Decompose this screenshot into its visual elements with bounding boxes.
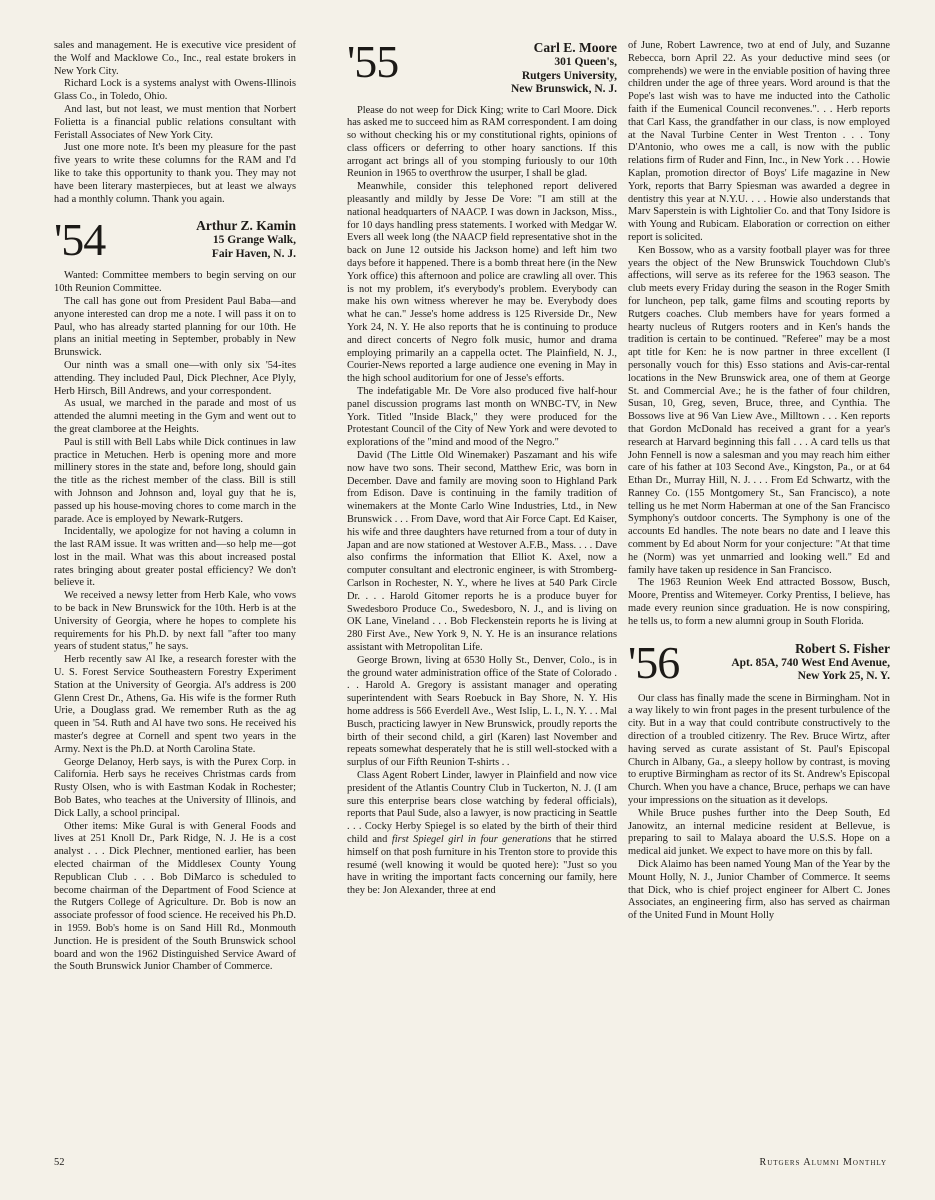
- correspondent-address: New York 25, N. Y.: [797, 670, 890, 683]
- paragraph: Herb recently saw Al Ike, a research forester with the U. S. Forest Service Southeastern Forestry Experiment Station at the University of Georgia. Al's address is 200 Glenn Crest Dr., Athens, Ga. His wife is the former Ruth Urie, a Douglass grad. We remember Ruth as the ag queen in '54. Ruth and Al have two sons. He received his master's degree at Cornell and spent two years in the Army. Next is the Ph.D. at North Carolina State.: [54, 654, 296, 755]
- paragraph: George Brown, living at 6530 Holly St., Denver, Colo., is in the ground water administration office of the State of Colorado . . . Harold A. Gregory is assistant manager and operating superintendent with Sears Roebuck in Bay Shore, N. Y. His home address is 566 Everdell Ave., West Islip, L. I., N. Y. . . Mal Busch, practicing lawyer in New Brunswick, proudly reports the birth of their second child, a girl (Karen) last November and repeats somewhat desperately that he is still well-stocked with a surplus of our Fifth Reunion T-shirts . .: [347, 654, 617, 769]
- paragraph: sales and management. He is executive vice president of the Wolf and Macklowe Co., Inc., real estate brokers in New York City.: [54, 40, 296, 77]
- paragraph: David (The Little Old Winemaker) Paszamant and his wife now have two sons. Their second, Matthew Eric, was born in December. Dave and family are moving soon to Highland Park from Edison. Dave is continuing in the family tradition of winemakers at the Monte Carlo Wine Industries, Ltd., in New Brunswick . . . From Dave, word that Air Force Capt. Ed Kaiser, his wife and three daughters have returned from a tour of duty in Japan and are now stationed at Westover A.F.B., Mass. . . . Dave also confirms the information that Elliot K. Axel, now a computer consultant and electronic engineer, is with Stromberg-Carlson in Rochester, N. Y., where he lives at 540 Park Circle Dr. . . . Harold Gitomer reports he is a produce buyer for Swedesboro Produce Co., Swedesboro, N. J., and is living on OK Lane, Vineland . . . Bob Fleckenstein reports he is living at 280 First Ave., New York 9, N. Y. He is an insurance relations assistant with Metropolitan Life.: [347, 450, 617, 653]
- paragraph: The call has gone out from President Paul Baba—and anyone interested can drop me a note. I will pass it on to Paul, who has already started planning for our 10th. He plans an initial meeting in September, probably in New Brunswick.: [54, 295, 296, 359]
- correspondent-block: [511, 40, 617, 97]
- paragraph: Our class has finally made the scene in Birmingham. Not in a way likely to win front pages in the present turbulence of the city. But in a way that could contribute constructively to the direction of a troubled citizenry. The Rev. Bruce Wirtz, after having served as curate assistant of St. Paul's Episcopal Church in Albany, Ga., a sleepy hollow by contrast, is moving to eruptive Birmingham as rector of its St. Andrew's Episcopal Church. When you have a chance, Bruce, perhaps we can have your impressions on the situation as it develops.: [628, 692, 890, 807]
- paragraph: Our ninth was a small one—with only six '54-ites attending. They included Paul, Dick Plechner, Ace Plyly, Herb Hirsch, Bill Andrews, and your correspondent.: [54, 359, 296, 397]
- correspondent-address: Apt. 85A, 740 West End Avenue,: [731, 656, 890, 669]
- paragraph: Please do not weep for Dick King; write to Carl Moore. Dick has asked me to succeed him as RAM correspondent. I am doing so without checking his or my constitutional rights, opinions of class officers or deferring to other hoary sanctions. If this arrogant act brings all of you stomping furiously to our 10th Reunion in 1965 to overthrow the usurper, I shall be glad.: [347, 104, 617, 180]
- correspondent-name: Arthur Z. Kamin: [196, 218, 296, 234]
- correspondent-address: 15 Grange Walk,: [212, 234, 296, 247]
- paragraph: And last, but not least, we must mention that Norbert Folietta is a financial public relations consultant with Feristall Associates of New York City.: [54, 103, 296, 141]
- text-run: that he stirred himself on that posh furniture in his Trenton store to provide this resumé (well knowing it would be quoted here): "Just so you have in writing the important facts concerning our family, here they be: Jon Alexander, three at end: [347, 833, 617, 897]
- paragraph: Wanted: Committee members to begin serving on our 10th Reunion Committee.: [54, 270, 296, 295]
- italic-text: first Spiegel girl in four generations: [391, 833, 552, 845]
- paragraph: [347, 770, 617, 898]
- paragraph: Incidentally, we apologize for not having a column in the last RAM issue. It was written and—so help me—got lost in the mail. What was this about increased postal rates bringing about greater postal efficiency? We don't believe it.: [54, 526, 296, 589]
- paragraph: The 1963 Reunion Week End attracted Bossow, Busch, Moore, Prentiss and Witemeyer. Corky Prentiss, I believe, has made every reunion since graduation. He is now conspiring, he tells us, to form a new alumni group in South Florida.: [628, 577, 890, 627]
- paragraph: The indefatigable Mr. De Vore also produced five half-hour panel discussion programs last month on WNBC-TV, in New York. Titled "Inside Black," they were produced for the Protestant Council of the City of New York and were devoted to explorations of the "mind and mood of the Negro.": [347, 386, 617, 449]
- correspondent-name: Robert S. Fisher: [795, 640, 890, 656]
- paragraph: Ken Bossow, who as a varsity football player was for three years the object of the New Brunswick Touchdown Club's affections, will serve as its referee for the 1963 season. The club meets every Friday during the season in the Roger Smith for luncheon, pep talk, game films and scouting reports by Rutgers coaches. Club members have for years formed a hearty nucleus of Rutgers rooters and in Ken's hands the tradition is certain to be continued. "Referee" may be a most apt title for Ken: he is now partner in three excellent (I personally vouch for this) Esso stations and Avis-car-rental locations in the New Brunswick area, one of them at George St. and Commercial Ave.; he is the father of four children, Susan, 10, Greg, seven, Bruce, three, and Cynthia. The Bossows live at 96 Van Liew Ave., Milltown . . . Ken reports that Gordon McDonald has received a grant for a year's research at Harvard beginning this fall . . . A card tells us that John Fennell is now a salesman and you may reach him either care of his father at 103 Second Ave., Kingston, Pa., or at 64 Ethan Dr., Murray Hill, N. J. . . . From Ed Schwartz, with the Ranney Co. (155 Montgomery St., San Francisco), a note telling us he met Norm Haberman at one of the San Francisco Symphony's outdoor concerts. The Symphony is one of the accounts Ed handles. The note bears no date and I leave this comment by Ed about Norm for your conjecture: "At that time he (Norm) was yet unmarried and looking well." Ed and family have taken up residence in San Francisco.: [628, 244, 890, 576]
- paragraph: Richard Lock is a systems analyst with Owens-Illinois Glass Co., in Toledo, Ohio.: [54, 78, 296, 103]
- paragraph: We received a newsy letter from Herb Kale, who vows to be back in New Brunswick for the 10th. Herb is at the University of Georgia, where he hopes to complete his requirements for his Ph.D. by next fall "after too many years of student status," he says.: [54, 590, 296, 653]
- correspondent-block: [731, 641, 890, 684]
- correspondent-name: Carl E. Moore: [533, 40, 617, 55]
- publication-name: Rutgers Alumni Monthly: [759, 1157, 887, 1168]
- paragraph: George Delanoy, Herb says, is with the Purex Corp. in California. Herb says he receives Christmas cards from Rusty Olsen, who is with Eastman Kodak in Rochester; Bob Bates, who teaches at the University of Illinois, and Dick Lally, a school principal.: [54, 756, 296, 819]
- correspondent-address: New Brunswick, N. J.: [510, 83, 617, 95]
- paragraph: Meanwhile, consider this telephoned report delivered pleasantly and mildly by Jesse De Vore: "I am still at the national headquarters of NAACP. I was down in Jackson, Miss., for 10 days handling press statements. I worked with Medgar W. Evers all week long (the NAACP field representative shot in the back on June 12 outside his Jackson home) and left him two days before it happened. There is a bomb threat here (in the New York office) this afternoon and police are crawling all over. This is not my problem, it's everybody's problem. Everybody can make his own witness wherever he may be. Everybody does what he can." Jesse's home address is 125 Riverside Dr., New York 24, N. Y. He also reports that he is continuing to produce and direct concerts of Negro folk music, humor and drama employing primarily an a cappella octet. The Plainfield, N. J., Courier-News reported a large audience one evening in May in the high school auditorium for one of Jesse's efforts.: [347, 181, 617, 385]
- paragraph: As usual, we marched in the parade and most of us attended the alumni meeting in the Gym and went out to the great clamboree at the Heights.: [54, 398, 296, 435]
- class-year: '55: [347, 40, 399, 87]
- page-number: 52: [54, 1157, 65, 1168]
- class-heading-56: [628, 636, 890, 688]
- column-left: [54, 40, 296, 1140]
- class-heading-54: [54, 214, 296, 266]
- correspondent-address: 301 Queen's,: [554, 56, 617, 68]
- paragraph: While Bruce pushes further into the Deep South, Ed Janowitz, an internal medicine resident at Bellevue, is preparing to sail to Malaya aboard the U.S.S. Hope on a medical aid junket. We expect to have more on this by fall.: [628, 807, 890, 858]
- correspondent-block: [196, 218, 296, 261]
- paragraph: of June, Robert Lawrence, two at end of July, and Suzanne Rebecca, born April 22. As your deductive mind sees (or comprehends) we were in the enviable position of having three children under the age of three years. Word around is that the Pope's last wish was to have me inducted into the Catholic faith if the Eumenical Council reconvenes.". . . Herb reports that Carl Kass, the grandfather in our class, is now employed at the Naval Turbine Center in West Trenton . . . Tony D'Antonio, who owes me a call, is now with the public relations firm of Ruder and Finn, Inc., in New York . . . Howie Kaplan, promotion director of Boys' Life magazine in New York, reports that Barry Spiesman was awarded a degree in dentistry this year at N.Y.U. . . . Howie also understands that Marv Saperstein is with Lightolier Co. and that Tony Isidore is with Young and Rubicam. Elaboration or correction on either report is solicited.: [628, 40, 890, 243]
- paragraph: Dick Alaimo has been named Young Man of the Year by the Mount Holly, N. J., Junior Chamber of Commerce. It seems that Dick, who is chief project engineer for Albert C. Jones Associates, an engineering firm, also has served as chairman of the United Fund in Mount Holly: [628, 859, 890, 922]
- paragraph: Paul is still with Bell Labs while Dick continues in law practice in Metuchen. Herb is opening more and more millinery stores in the state and, before long, should gain the title as the richest member of the class. Bill is still with Johnson and Johnson and, loyal guy that he is, passed up his house-moving chores to come march in the parade. Ace is employed by Newark-Rutgers.: [54, 436, 296, 525]
- class-heading-55: [347, 40, 617, 97]
- paragraph: Other items: Mike Gural is with General Foods and lives at 251 Knoll Dr., Park Ridge, N. J. He is a cost analyst . . . Dick Plechner, mentioned earlier, has been elected chairman of the Middlesex County Young Republican Club . . . Bob DiMarco is scheduled to become chairman of the Department of Food Science at the Rutgers College of Agriculture. Dr. Bob is now an associate professor of food science. He received his Ph.D. in 1959. Bob's home is on Sand Hill Rd., Monmouth Junction. He is president of the South Brunswick school board and won the 1962 Distinguished Service Award of the South Brunswick Junior Chamber of Commerce.: [54, 820, 296, 973]
- text-run: Class Agent Robert Linder, lawyer in Plainfield and now vice president of the Atlantis Country Club in Tuckerton, N. J. (I am sure this enterprise bears close watching by federal officials), reports that Paul Sude, also a lawyer, is now practicing in Seattle . . . Cocky Herby Spiegel is so elated by the birth of their third child and: [347, 769, 617, 845]
- correspondent-address: Fair Haven, N. J.: [211, 247, 296, 260]
- paragraph: Just one more note. It's been my pleasure for the past five years to write these columns for the RAM and I'd like to take this opportunity to thank you. They may not have been literary masterpieces, but at least we always had a monthly column. Thank you again.: [54, 142, 296, 205]
- class-year: '56: [628, 636, 680, 688]
- column-right: [628, 40, 890, 1140]
- column-middle: [347, 40, 617, 1140]
- class-year: '54: [54, 214, 106, 266]
- correspondent-address: Rutgers University,: [521, 69, 617, 82]
